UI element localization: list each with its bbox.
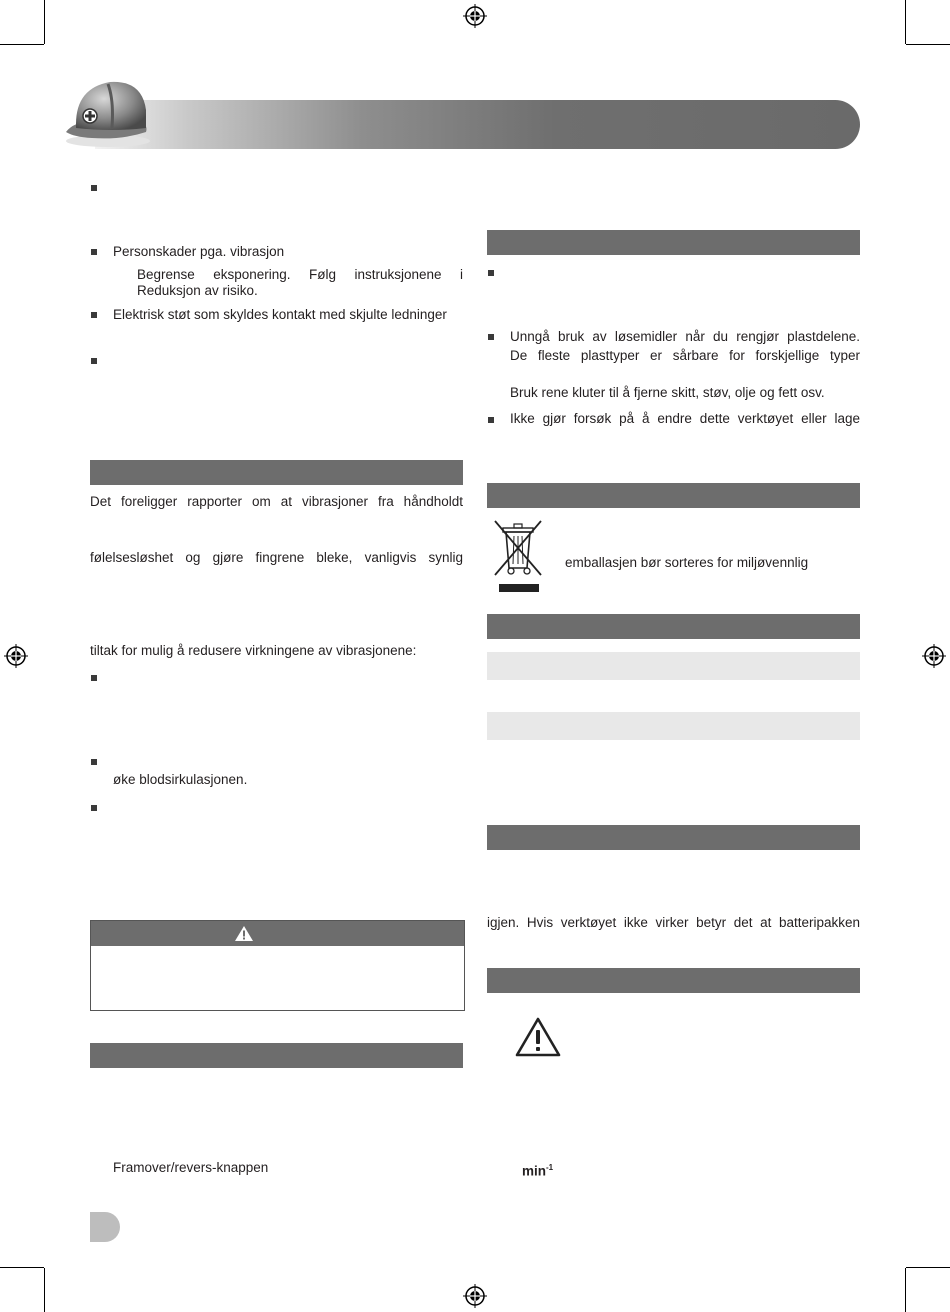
section-bar xyxy=(487,968,860,993)
speed-unit-main: min xyxy=(522,1163,547,1179)
bullet xyxy=(91,759,97,765)
registration-mark-icon xyxy=(922,644,946,668)
section-bar xyxy=(487,483,860,508)
bullet-vibration: Personskader pga. vibrasjon xyxy=(113,244,285,259)
crop-mark xyxy=(905,1268,906,1312)
vibration-detail-line-2: Reduksjon av risiko. xyxy=(137,283,258,298)
bullet xyxy=(488,270,494,276)
speed-unit-exponent: -1 xyxy=(546,1163,554,1172)
crop-mark xyxy=(44,0,45,44)
crop-mark xyxy=(906,1267,950,1268)
warning-triangle-icon xyxy=(234,925,254,942)
bullet xyxy=(91,675,97,681)
warning-box xyxy=(90,920,465,1011)
bullet xyxy=(91,249,97,255)
solvents-line-1: Unngå bruk av løsemidler når du rengjør plastdelene. xyxy=(510,329,860,344)
crop-mark xyxy=(0,44,44,45)
speed-unit xyxy=(522,1158,553,1181)
crop-mark xyxy=(906,44,950,45)
registration-mark-icon xyxy=(463,1284,487,1308)
solvents-line-2: De fleste plasttyper er sårbare for forskjellige typer xyxy=(510,348,860,363)
section-bar xyxy=(487,614,860,639)
bullet xyxy=(91,185,97,191)
crossed-out-bin-icon xyxy=(490,518,546,594)
vibration-paragraph-line-1: Det foreligger rapporter om at vibrasjoner fra håndholdt xyxy=(90,494,463,509)
recycling-text: emballasjen bør sorteres for miljøvennlig xyxy=(565,555,809,570)
clean-cloths-text: Bruk rene kluter til å fjerne skitt, støv, olje og fett osv. xyxy=(510,385,825,400)
bullet-blood-circulation: øke blodsirkulasjonen. xyxy=(113,772,248,787)
crop-mark xyxy=(44,1268,45,1312)
do-not-modify-text: Ikke gjør forsøk på å endre dette verktøyet eller lage xyxy=(510,411,860,426)
bullet xyxy=(91,312,97,318)
bullet xyxy=(488,417,494,423)
section-bar xyxy=(90,1043,463,1068)
header-banner xyxy=(95,100,860,149)
vibration-paragraph-line-2: følelsesløshet og gjøre fingrene bleke, vanligvis synlig xyxy=(90,550,463,565)
section-bar xyxy=(90,460,463,485)
bullet xyxy=(91,358,97,364)
shaded-row xyxy=(487,652,860,680)
bullet xyxy=(488,334,494,340)
section-bar xyxy=(487,825,860,850)
section-bar xyxy=(487,230,860,255)
vibration-paragraph-line-3: tiltak for mulig å redusere virkningene av vibrasjonene: xyxy=(90,643,417,658)
vibration-detail-line-1: Begrense eksponering. Følg instruksjonene i xyxy=(137,267,463,282)
crop-mark xyxy=(0,1267,44,1268)
crop-mark xyxy=(905,0,906,44)
registration-mark-icon xyxy=(463,4,487,28)
warning-triangle-icon xyxy=(514,1016,562,1058)
bullet-electric-shock: Elektrisk støt som skyldes kontakt med skjulte ledninger xyxy=(113,307,447,322)
warning-box-header xyxy=(91,921,464,946)
bullet xyxy=(91,805,97,811)
battery-text: igjen. Hvis verktøyet ikke virker betyr det at batteripakken xyxy=(487,915,860,930)
registration-mark-icon xyxy=(4,644,28,668)
page-number-tab xyxy=(90,1212,120,1242)
forward-reverse-label: Framover/revers-knappen xyxy=(113,1160,269,1175)
shaded-row xyxy=(487,712,860,740)
safety-helmet-icon xyxy=(62,70,154,150)
